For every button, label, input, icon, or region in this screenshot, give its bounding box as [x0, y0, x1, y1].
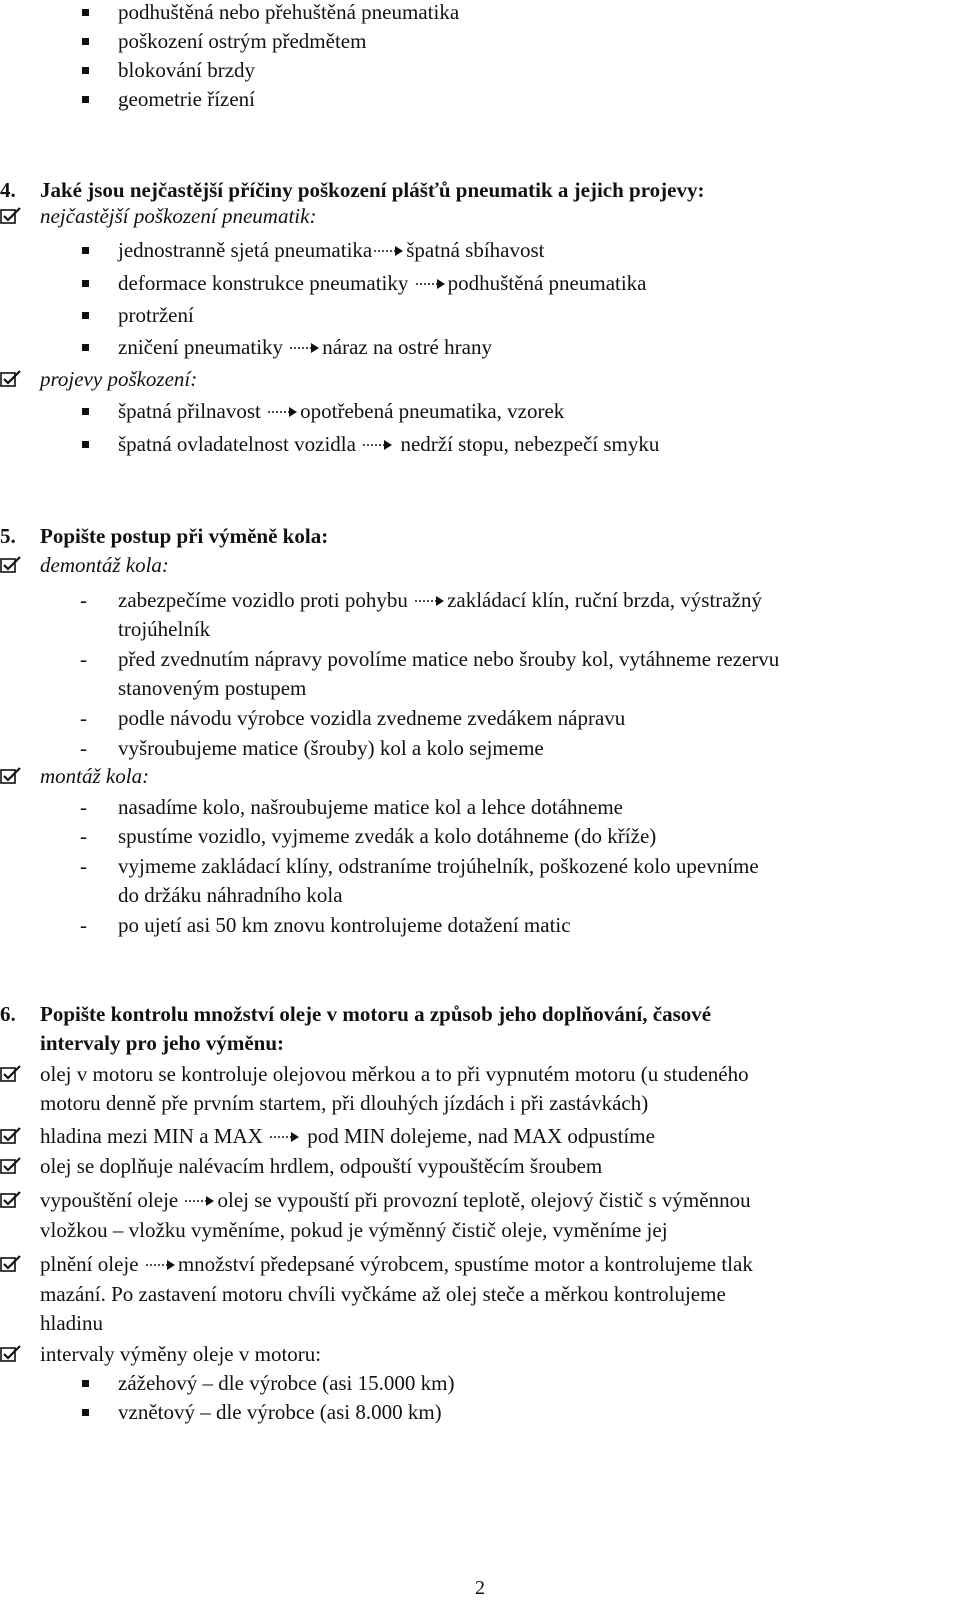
list-item: zážehový – dle výrobce (asi 15.000 km): [118, 1371, 455, 1395]
question-title: Jaké jsou nejčastější příčiny poškození plášťů pneumatik a jejich projevy:: [40, 178, 705, 202]
bullet-icon: [82, 1380, 89, 1387]
arrow-icon: [145, 1257, 177, 1271]
list-item-continuation: stanoveným postupem: [118, 676, 307, 700]
paragraph: plnění oleje množství předepsané výrobcem, spustíme motor a kontrolujeme tlak: [40, 1252, 753, 1276]
paragraph: olej se doplňuje nalévacím hrdlem, odpouští vypouštěcím šroubem: [40, 1154, 603, 1178]
question-title-continuation: intervaly pro jeho výměnu:: [40, 1031, 285, 1055]
paragraph: olej v motoru se kontroluje olejovou měrkou a to při vypnutém motoru (u studeného: [40, 1062, 749, 1086]
arrow-icon: [289, 340, 321, 354]
list-item: nasadíme kolo, našroubujeme matice kol a lehce dotáhneme: [118, 795, 623, 819]
dash-marker: -: [80, 913, 87, 937]
arrow-icon: [184, 1193, 216, 1207]
dash-marker: -: [80, 795, 87, 819]
dash-marker: -: [80, 588, 87, 612]
list-item: vyjmeme zakládací klíny, odstraníme trojúhelník, poškozené kolo upevníme: [118, 854, 759, 878]
list-item: vznětový – dle výrobce (asi 8.000 km): [118, 1400, 442, 1424]
bullet-icon: [82, 67, 89, 74]
list-item: před zvednutím nápravy povolíme matice nebo šrouby kol, vytáhneme rezervu: [118, 647, 780, 671]
list-item: protržení: [118, 303, 194, 327]
question-title: Popište kontrolu množství oleje v motoru a způsob jeho doplňování, časové: [40, 1002, 712, 1026]
list-item-continuation: trojúhelník: [118, 617, 211, 641]
arrow-icon: [373, 243, 405, 257]
list-item: podle návodu výrobce vozidla zvedneme zvedákem nápravu: [118, 706, 626, 730]
arrow-icon: [414, 593, 446, 607]
dash-marker: -: [80, 736, 87, 760]
question-number: 6.: [0, 1002, 16, 1026]
bullet-icon: [82, 344, 89, 351]
list-item: podhuštěná nebo přehuštěná pneumatika: [118, 0, 460, 24]
list-item-continuation: do držáku náhradního kola: [118, 883, 343, 907]
list-item: poškození ostrým předmětem: [118, 29, 367, 53]
question-number: 5.: [0, 524, 16, 548]
paragraph: intervaly výměny oleje v motoru:: [40, 1342, 322, 1366]
list-item: blokování brzdy: [118, 58, 256, 82]
question-number: 4.: [0, 178, 16, 202]
checkbox-icon: [0, 370, 22, 388]
dash-marker: -: [80, 824, 87, 848]
dash-marker: -: [80, 647, 87, 671]
subheading: projevy poškození:: [40, 367, 198, 391]
subheading: demontáž kola:: [40, 553, 169, 577]
checkbox-icon: [0, 1065, 22, 1083]
subheading: nejčastější poškození pneumatik:: [40, 204, 317, 228]
list-item: spustíme vozidlo, vyjmeme zvedák a kolo dotáhneme (do kříže): [118, 824, 657, 848]
paragraph: hladina mezi MIN a MAX pod MIN dolejeme, nad MAX odpustíme: [40, 1124, 655, 1148]
dash-marker: -: [80, 706, 87, 730]
list-item: špatná přilnavost opotřebená pneumatika, vzorek: [118, 399, 565, 423]
dash-marker: -: [80, 854, 87, 878]
arrow-icon: [269, 1129, 301, 1143]
bullet-icon: [82, 280, 89, 287]
arrow-icon: [267, 404, 299, 418]
bullet-icon: [82, 408, 89, 415]
list-item: deformace konstrukce pneumatiky podhuštěná pneumatika: [118, 271, 647, 295]
checkbox-icon: [0, 1345, 22, 1363]
checkbox-icon: [0, 207, 22, 225]
paragraph-continuation: vložkou – vložku vyměníme, pokud je výměnný čistič oleje, vyměníme jej: [40, 1218, 668, 1242]
list-item: špatná ovladatelnost vozidla nedrží stopu, nebezpečí smyku: [118, 432, 660, 456]
arrow-icon: [415, 276, 447, 290]
checkbox-icon: [0, 556, 22, 574]
bullet-icon: [82, 247, 89, 254]
paragraph-continuation: motoru denně pře prvním startem, při dlouhých jízdách i při zastávkách): [40, 1091, 649, 1115]
list-item: zabezpečíme vozidlo proti pohybu zakládací klín, ruční brzda, výstražný: [118, 588, 762, 612]
list-item: vyšroubujeme matice (šrouby) kol a kolo sejmeme: [118, 736, 544, 760]
checkbox-icon: [0, 1127, 22, 1145]
bullet-icon: [82, 441, 89, 448]
bullet-icon: [82, 312, 89, 319]
checkbox-icon: [0, 1255, 22, 1273]
paragraph: vypouštění oleje olej se vypouští při provozní teplotě, olejový čistič s výměnnou: [40, 1188, 751, 1212]
page-number: 2: [475, 1577, 485, 1599]
bullet-icon: [82, 38, 89, 45]
arrow-icon: [362, 437, 394, 451]
paragraph-continuation: hladinu: [40, 1311, 103, 1335]
list-item: jednostranně sjetá pneumatika špatná sbíhavost: [118, 238, 545, 262]
checkbox-icon: [0, 767, 22, 785]
bullet-icon: [82, 96, 89, 103]
bullet-icon: [82, 9, 89, 16]
subheading: montáž kola:: [40, 764, 150, 788]
list-item: zničení pneumatiky náraz na ostré hrany: [118, 335, 492, 359]
checkbox-icon: [0, 1157, 22, 1175]
list-item: geometrie řízení: [118, 87, 256, 111]
paragraph-continuation: mazání. Po zastavení motoru chvíli vyčkáme až olej steče a měrkou kontrolujeme: [40, 1282, 726, 1306]
bullet-icon: [82, 1409, 89, 1416]
question-title: Popište postup při výměně kola:: [40, 524, 329, 548]
list-item: po ujetí asi 50 km znovu kontrolujeme dotažení matic: [118, 913, 571, 937]
checkbox-icon: [0, 1191, 22, 1209]
